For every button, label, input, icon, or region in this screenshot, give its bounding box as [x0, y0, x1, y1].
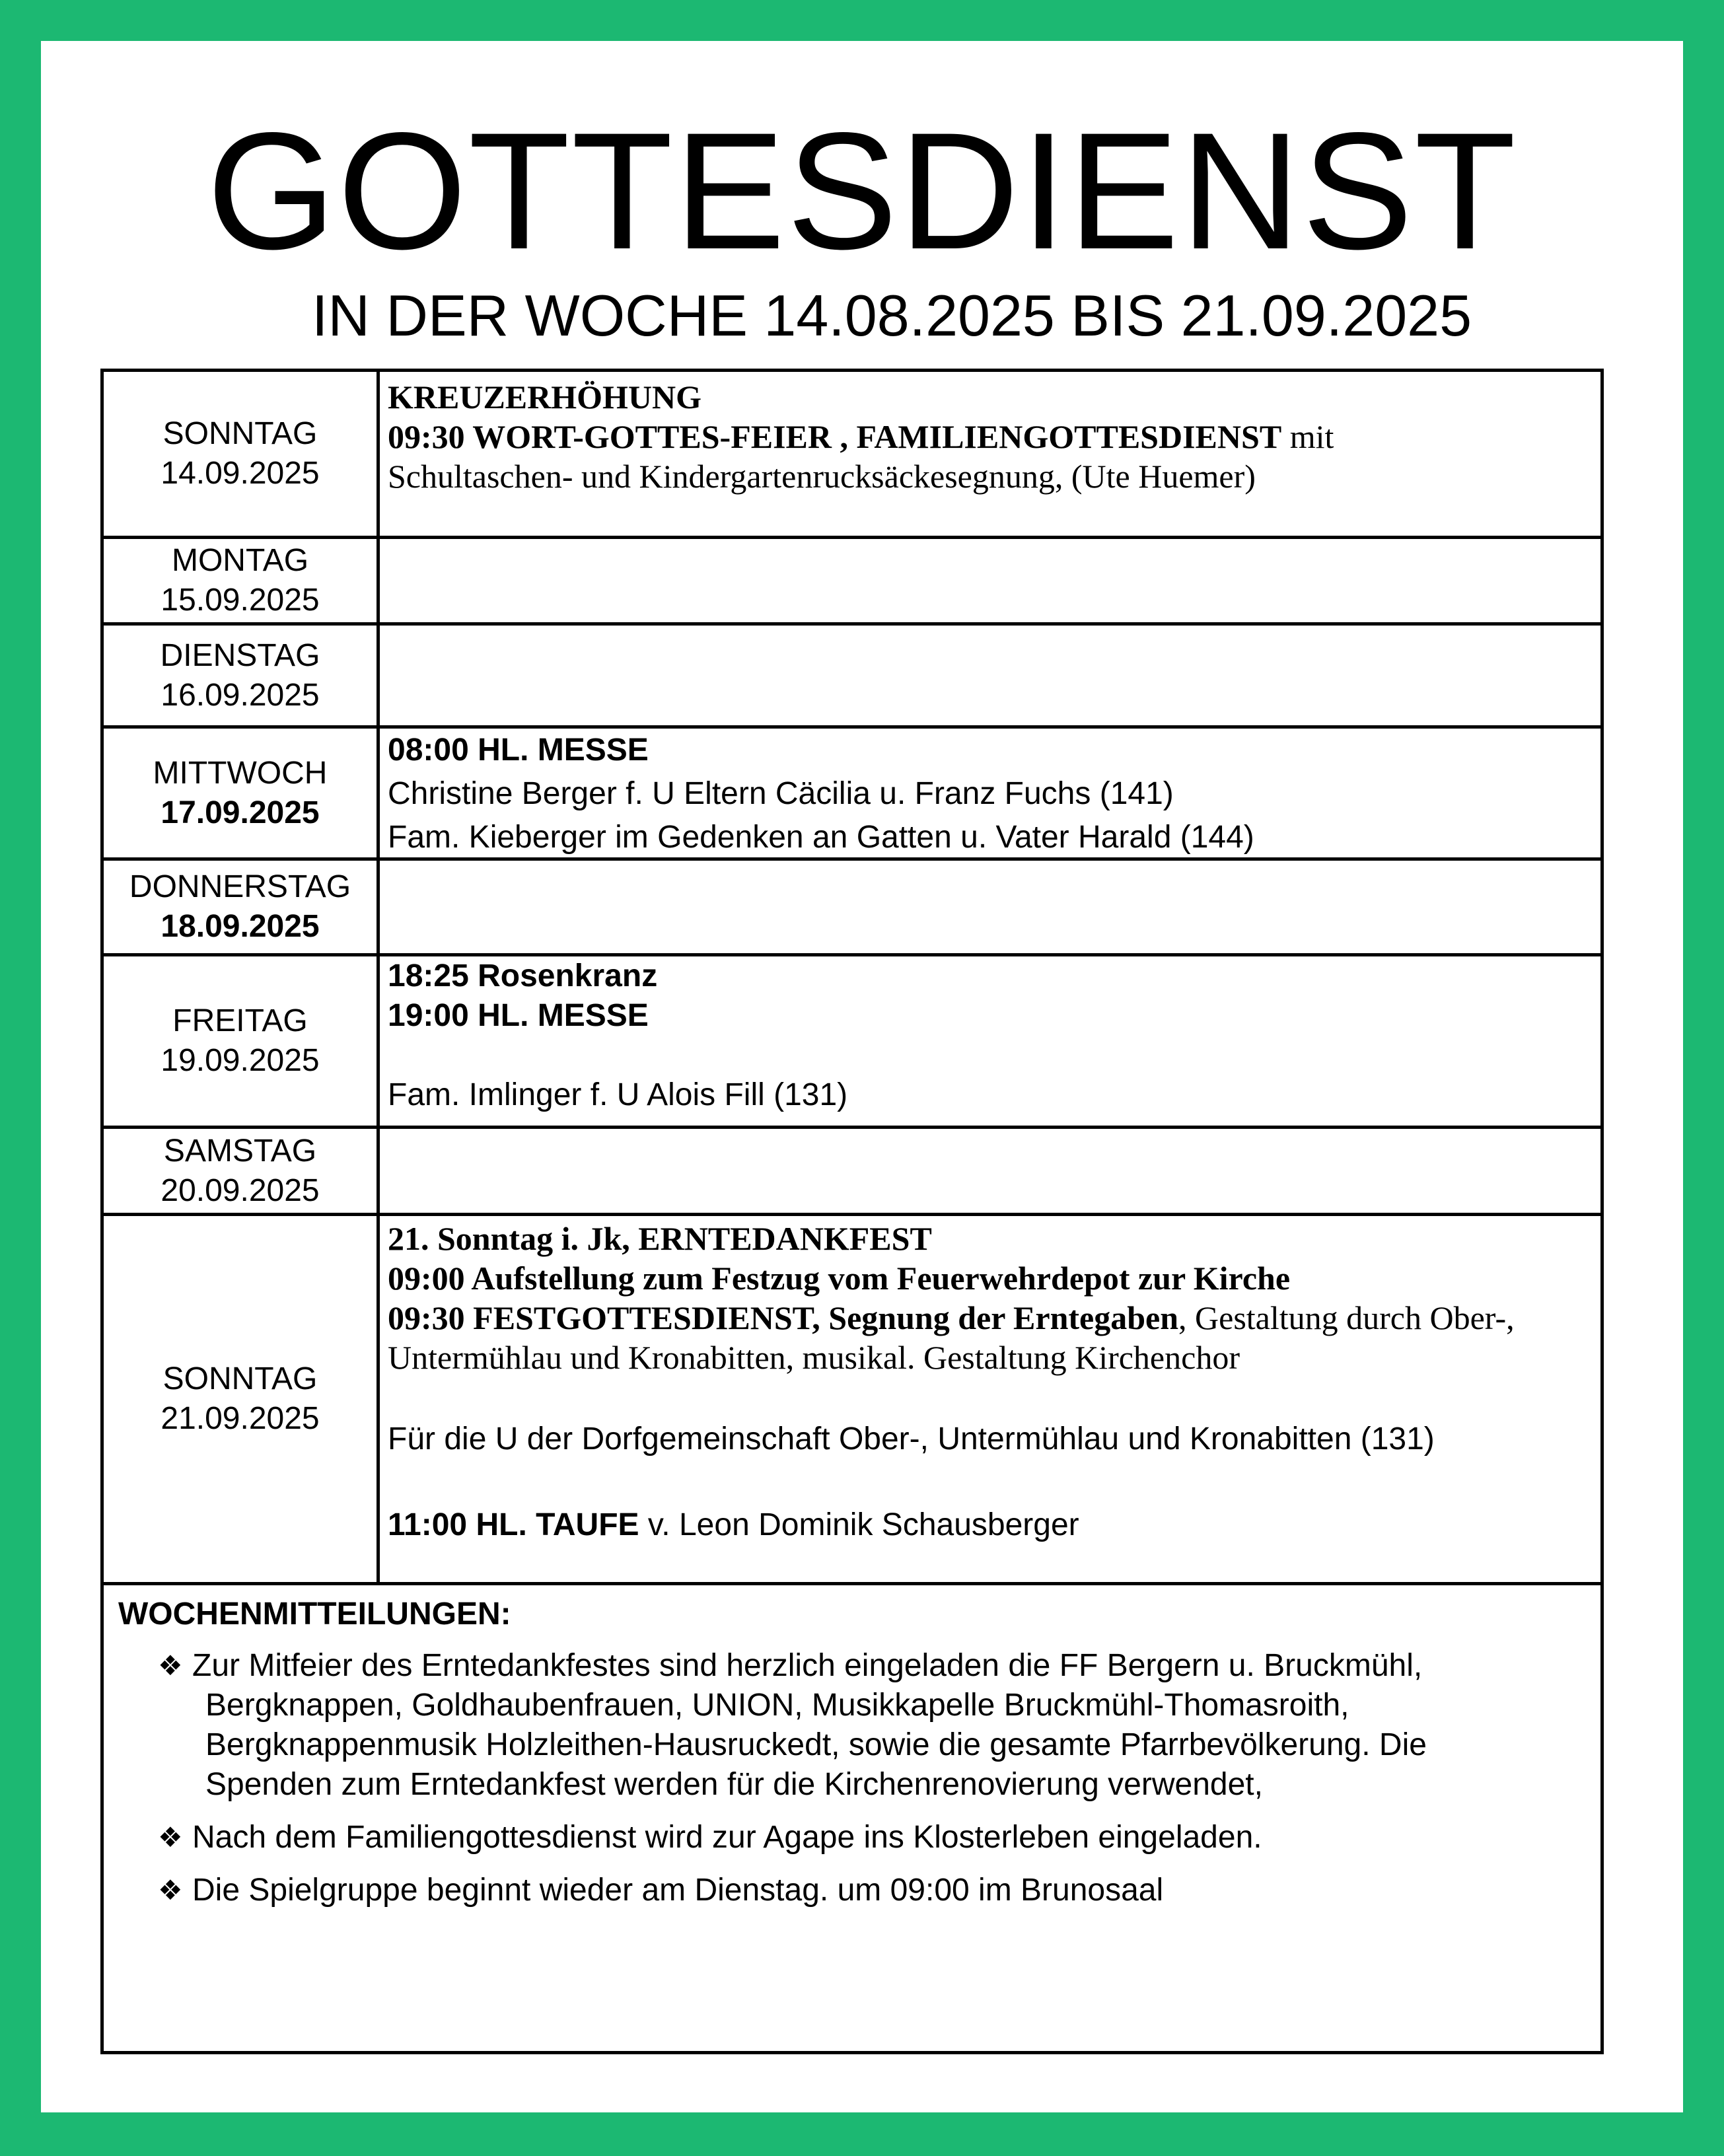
service-line — [388, 377, 1600, 417]
service-cell — [384, 861, 1600, 953]
note-text: Nach dem Familiengottesdienst wird zur Agape ins Klosterleben eingeladen. — [192, 1820, 1262, 1855]
service-line — [388, 1377, 1600, 1419]
service-line — [388, 1338, 1600, 1377]
note-text-cont: Spenden zum Erntedankfest werden für die Kirchenrenovierung verwendet, — [205, 1767, 1263, 1802]
day-name: FREITAG — [172, 1003, 308, 1038]
day-date: 21.09.2025 — [161, 1401, 320, 1436]
day-date: 17.09.2025 — [161, 795, 320, 830]
service-cell — [384, 1216, 1600, 1582]
service-line — [388, 772, 1600, 816]
service-cell — [384, 626, 1600, 725]
service-line — [388, 1459, 1600, 1505]
day-cell — [104, 956, 380, 1126]
service-line — [388, 417, 1600, 456]
service-line-text: , Gestaltung durch Ober-, — [1178, 1299, 1515, 1336]
table-row — [104, 729, 1600, 861]
day-name: SONNTAG — [162, 416, 318, 451]
note-text-cont: Bergknappenmusik Holzleithen-Hausruckedt, sowie die gesamte Pfarrbevölkerung. Die — [205, 1727, 1427, 1762]
day-cell — [104, 626, 380, 725]
service-line-bold: 09:00 Aufstellung zum Festzug vom Feuerwehrdepot zur Kirche — [388, 1260, 1291, 1297]
service-line — [388, 1258, 1600, 1298]
day-date: 16.09.2025 — [161, 677, 320, 713]
service-line — [388, 729, 1600, 772]
service-cell — [384, 729, 1600, 857]
service-line — [388, 956, 1600, 996]
day-date: 19.09.2025 — [161, 1043, 320, 1078]
page-title: GOTTESDIENST — [206, 98, 1518, 284]
diamond-bullet-icon: ❖ — [158, 1821, 183, 1853]
table-row — [104, 1129, 1600, 1216]
service-line-text: Fam. Imlinger f. U Alois Fill (131) — [388, 1077, 848, 1112]
service-line — [388, 1419, 1600, 1459]
service-line-bold: 09:30 FESTGOTTESDIENST, Segnung der Erntegaben — [388, 1299, 1179, 1336]
service-line-bold: KREUZERHÖHUNG — [388, 378, 702, 415]
day-name: MONTAG — [171, 543, 309, 578]
notes-list — [118, 1646, 1600, 1910]
service-line — [388, 456, 1600, 496]
day-name: SONNTAG — [162, 1361, 318, 1396]
table-row — [104, 1216, 1600, 1585]
day-cell — [104, 1129, 380, 1213]
schedule-table — [100, 369, 1604, 2054]
day-date: 18.09.2025 — [161, 909, 320, 944]
service-line-bold: 19:00 HL. MESSE — [388, 998, 649, 1033]
service-line-text: Für die U der Dorfgemeinschaft Ober-, Untermühlau und Kronabitten (131) — [388, 1421, 1435, 1456]
service-line — [388, 1036, 1600, 1075]
day-cell — [104, 861, 380, 953]
service-line-bold: 08:00 HL. MESSE — [388, 733, 649, 768]
list-item — [158, 1818, 1540, 1857]
day-date: 14.09.2025 — [161, 456, 320, 491]
day-name: DONNERSTAG — [129, 869, 351, 904]
service-line — [388, 1298, 1600, 1338]
service-line-text: Fam. Kieberger im Gedenken an Gatten u. Vater Harald (144) — [388, 820, 1254, 855]
diamond-bullet-icon: ❖ — [158, 1649, 183, 1682]
service-line-bold: 18:25 Rosenkranz — [388, 958, 658, 993]
table-row — [104, 956, 1600, 1129]
day-date: 20.09.2025 — [161, 1172, 320, 1208]
service-line — [388, 816, 1600, 859]
service-line-bold: 21. Sonntag i. Jk, ERNTEDANKFEST — [388, 1220, 932, 1257]
service-line-text: v. Leon Dominik Schausberger — [639, 1507, 1079, 1542]
service-cell — [384, 372, 1600, 536]
service-line — [388, 996, 1600, 1036]
note-text: Die Spielgruppe beginnt wieder am Dienstag. um 09:00 im Brunosaal — [192, 1873, 1164, 1908]
service-cell — [384, 1129, 1600, 1213]
table-row — [104, 372, 1600, 539]
service-line-bold: 11:00 HL. TAUFE — [388, 1507, 639, 1542]
table-row — [104, 861, 1600, 956]
service-line-bold: 09:30 WORT-GOTTES-FEIER , FAMILIENGOTTESDIENST — [388, 418, 1282, 455]
day-cell — [104, 1216, 380, 1582]
day-cell — [104, 729, 380, 857]
service-line-text: Schultaschen- und Kindergartenrucksäckesegnung, (Ute Huemer) — [388, 458, 1256, 495]
notes-heading: WOCHENMITTEILUNGEN: — [118, 1597, 511, 1632]
note-text: Zur Mitfeier des Erntedankfestes sind herzlich eingeladen die FF Bergern u. Bruckmühl, — [192, 1648, 1423, 1683]
day-name: DIENSTAG — [160, 637, 320, 673]
list-item — [158, 1871, 1540, 1910]
day-name: SAMSTAG — [163, 1133, 317, 1168]
service-cell — [384, 539, 1600, 622]
service-line-text: Untermühlau und Kronabitten, musikal. Gestaltung Kirchenchor — [388, 1339, 1240, 1376]
table-row — [104, 626, 1600, 729]
service-cell — [384, 956, 1600, 1126]
service-line-text: mit — [1281, 418, 1334, 455]
day-cell — [104, 372, 380, 536]
table-row — [104, 539, 1600, 626]
note-text-cont: Bergknappen, Goldhaubenfrauen, UNION, Musikkapelle Bruckmühl-Thomasroith, — [205, 1688, 1349, 1723]
day-cell — [104, 539, 380, 622]
day-name: MITTWOCH — [153, 755, 328, 791]
list-item — [158, 1646, 1540, 1805]
page-subtitle: IN DER WOCHE 14.08.2025 BIS 21.09.2025 — [311, 283, 1472, 348]
service-line-text: Christine Berger f. U Eltern Cäcilia u. Franz Fuchs (141) — [388, 776, 1174, 811]
service-line — [388, 1505, 1600, 1545]
diamond-bullet-icon: ❖ — [158, 1874, 183, 1906]
service-line — [388, 1219, 1600, 1258]
weekly-notes — [104, 1585, 1600, 2051]
day-date: 15.09.2025 — [161, 583, 320, 618]
service-line — [388, 1075, 1600, 1115]
